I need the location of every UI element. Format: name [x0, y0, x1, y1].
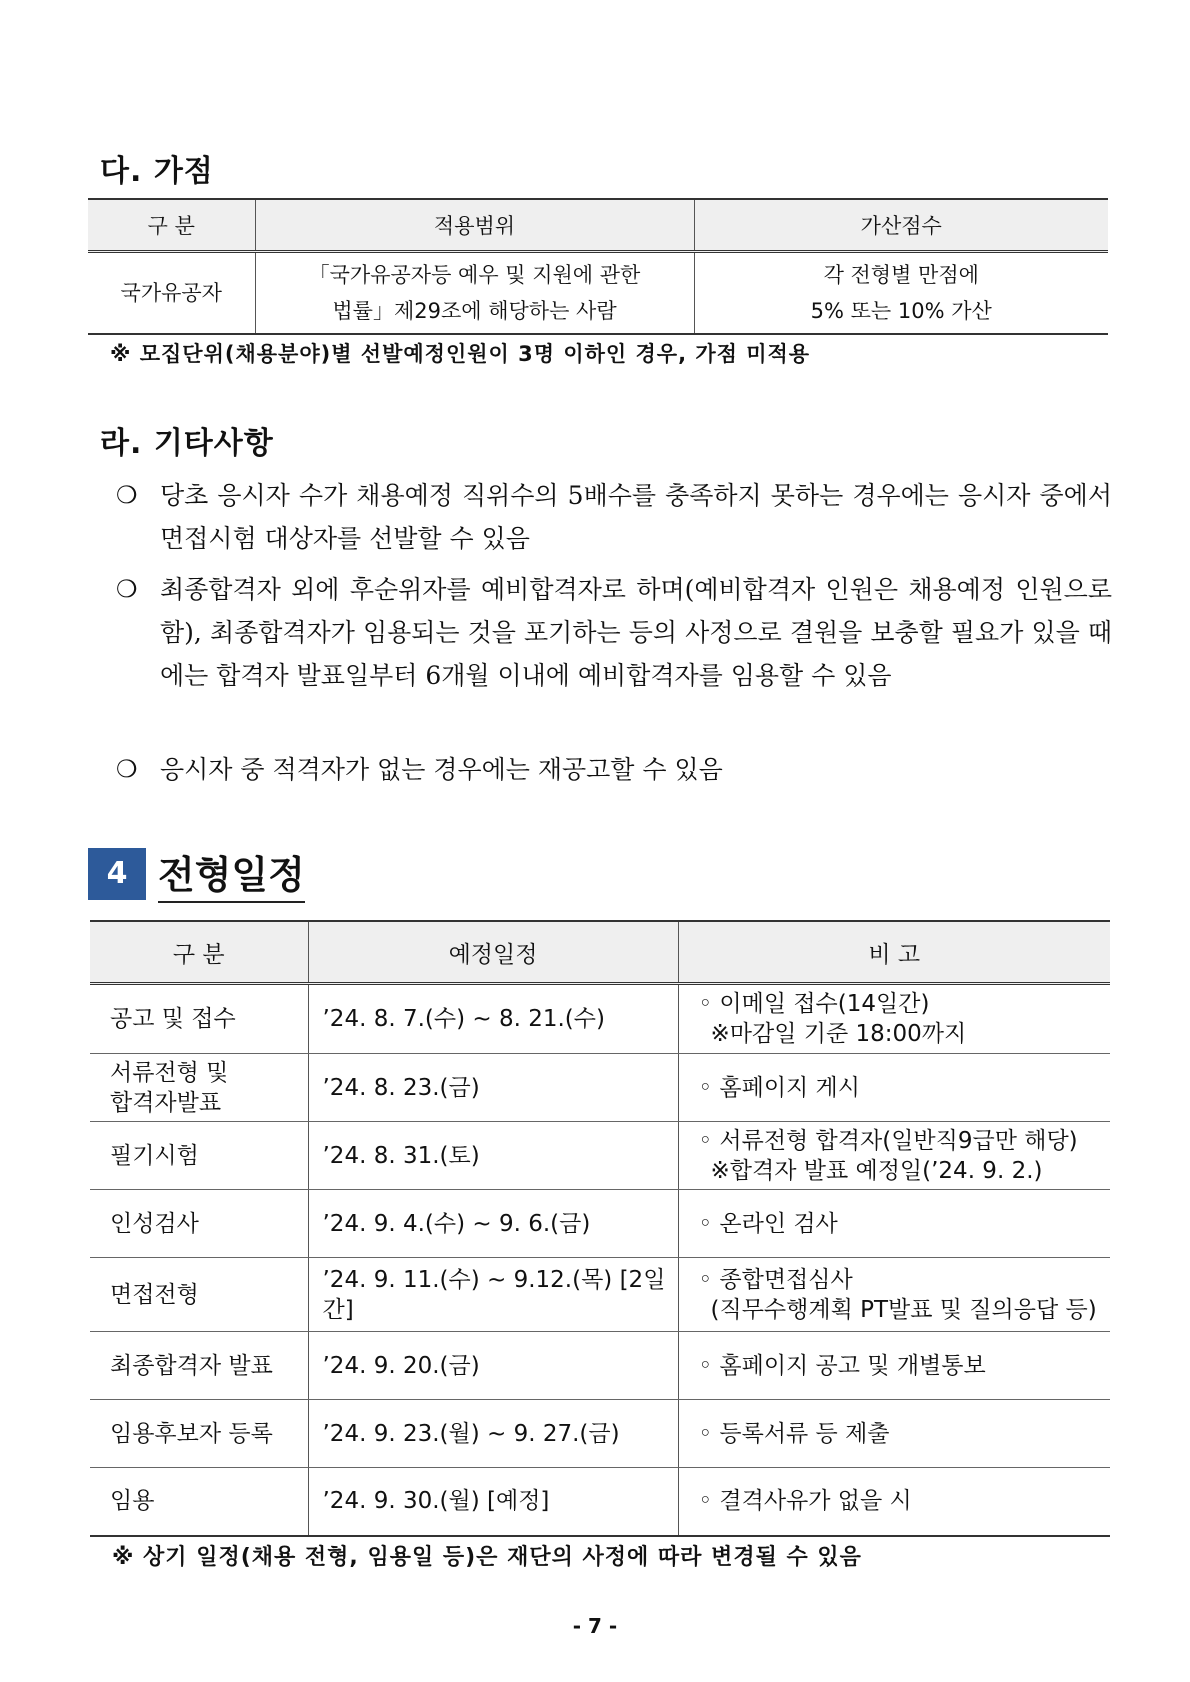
list-item: [116, 474, 1112, 560]
section4-title: 전형일정: [158, 844, 305, 903]
date-cell: ’24. 9. 23.(월) ~ 9. 27.(금): [308, 1400, 678, 1468]
table-row: [88, 252, 1108, 335]
section-ra-title: 라. 기타사항: [100, 426, 274, 461]
section-da-title: 다. 가점: [100, 154, 214, 189]
stage-cell: [90, 1054, 308, 1122]
stage-cell: 필기시험: [90, 1122, 308, 1190]
remark-cell: [678, 1258, 1110, 1332]
stage-cell: 최종합격자 발표: [90, 1332, 308, 1400]
schedule-table: [90, 920, 1110, 1537]
remark-cell: ◦ 홈페이지 공고 및 개별통보: [678, 1332, 1110, 1400]
remark-cell: ◦ 홈페이지 게시: [678, 1054, 1110, 1122]
stage-cell: 면접전형: [90, 1258, 308, 1332]
remark-line: ◦ 서류전형 합격자(일반직9급만 해당): [698, 1127, 1078, 1154]
remark-line: ◦ 종합면접심사: [698, 1266, 853, 1293]
page-number: - 7 -: [572, 1614, 618, 1638]
remark-cell: [678, 984, 1110, 1054]
remark-line: ◦ 이메일 접수(14일간): [698, 991, 930, 1017]
remark-cell: ◦ 온라인 검사: [678, 1190, 1110, 1258]
bonus-points-line1: 각 전형별 만점에: [823, 263, 979, 287]
table-row: [90, 1258, 1110, 1332]
bullet-text: 응시자 중 적격자가 없는 경우에는 재공고할 수 있음: [160, 755, 723, 784]
remark-subline: (직무수행계획 PT발표 및 질의응답 등): [710, 1296, 1097, 1323]
date-cell: ’24. 9. 11.(수) ~ 9.12.(목) [2일간]: [308, 1258, 678, 1332]
remark-cell: [678, 1122, 1110, 1190]
stage-line1: 서류전형 및: [110, 1059, 229, 1086]
bonus-points: [694, 252, 1108, 335]
table-row: [90, 984, 1110, 1054]
table-header-row: [90, 921, 1110, 984]
bonus-category: 국가유공자: [88, 252, 255, 335]
date-cell: ’24. 9. 30.(월) [예정]: [308, 1468, 678, 1536]
stage-cell: 공고 및 접수: [90, 984, 308, 1054]
bullet-circle-icon: ❍: [116, 575, 138, 603]
header-scope: 적용범위: [255, 199, 694, 252]
stage-cell: 임용후보자 등록: [90, 1400, 308, 1468]
remark-cell: ◦ 결격사유가 없을 시: [678, 1468, 1110, 1536]
bonus-points-line2: 5% 또는 10% 가산: [810, 299, 992, 323]
remark-cell: ◦ 등록서류 등 제출: [678, 1400, 1110, 1468]
bullet-circle-icon: ❍: [116, 755, 138, 783]
section-number-badge: 4: [88, 848, 146, 900]
date-cell: ’24. 8. 7.(수) ~ 8. 21.(수): [308, 984, 678, 1054]
date-cell: ’24. 8. 23.(금): [308, 1054, 678, 1122]
stage-line2: 합격자발표: [110, 1089, 222, 1116]
header-remark: 비 고: [678, 921, 1110, 984]
list-item: [116, 748, 1112, 791]
table-row: [90, 1054, 1110, 1122]
table-row: [90, 1122, 1110, 1190]
stage-cell: 임용: [90, 1468, 308, 1536]
table-row: [90, 1190, 1110, 1258]
header-points: 가산점수: [694, 199, 1108, 252]
date-cell: ’24. 9. 20.(금): [308, 1332, 678, 1400]
remark-subline: ※마감일 기준 18:00까지: [710, 1021, 967, 1047]
header-category: 구 분: [88, 199, 255, 252]
date-cell: ’24. 8. 31.(토): [308, 1122, 678, 1190]
bonus-scope-line1: 「국가유공자등 예우 및 지원에 관한: [308, 263, 641, 287]
bonus-note: ※ 모집단위(채용분야)별 선발예정인원이 3명 이하인 경우, 가점 미적용: [110, 342, 811, 366]
header-date: 예정일정: [308, 921, 678, 984]
header-stage: 구 분: [90, 921, 308, 984]
table-row: [90, 1332, 1110, 1400]
list-item: [116, 568, 1112, 697]
date-cell: ’24. 9. 4.(수) ~ 9. 6.(금): [308, 1190, 678, 1258]
bonus-scope: [255, 252, 694, 335]
table-row: [90, 1468, 1110, 1536]
schedule-note: ※ 상기 일정(채용 전형, 임용일 등)은 재단의 사정에 따라 변경될 수 있음: [112, 1545, 862, 1570]
bonus-table: [88, 198, 1108, 335]
bullet-text: 최종합격자 외에 후순위자를 예비합격자로 하며(예비합격자 인원은 채용예정 인원으로 함), 최종합격자가 임용되는 것을 포기하는 등의 사정으로 결원을 보충할 필요가 있을 때에는 합격자 발표일부터 6개월 이내에 예비합격자를 임용할 수 있음: [160, 575, 1112, 690]
remark-subline: ※합격자 발표 예정일(’24. 9. 2.): [710, 1157, 1043, 1184]
table-row: [90, 1400, 1110, 1468]
bullet-circle-icon: ❍: [116, 481, 138, 509]
bonus-scope-line2: 법률」제29조에 해당하는 사람: [332, 299, 617, 323]
table-header-row: [88, 199, 1108, 252]
stage-cell: 인성검사: [90, 1190, 308, 1258]
bullet-text: 당초 응시자 수가 채용예정 직위수의 5배수를 충족하지 못하는 경우에는 응시자 중에서 면접시험 대상자를 선발할 수 있음: [160, 481, 1112, 553]
